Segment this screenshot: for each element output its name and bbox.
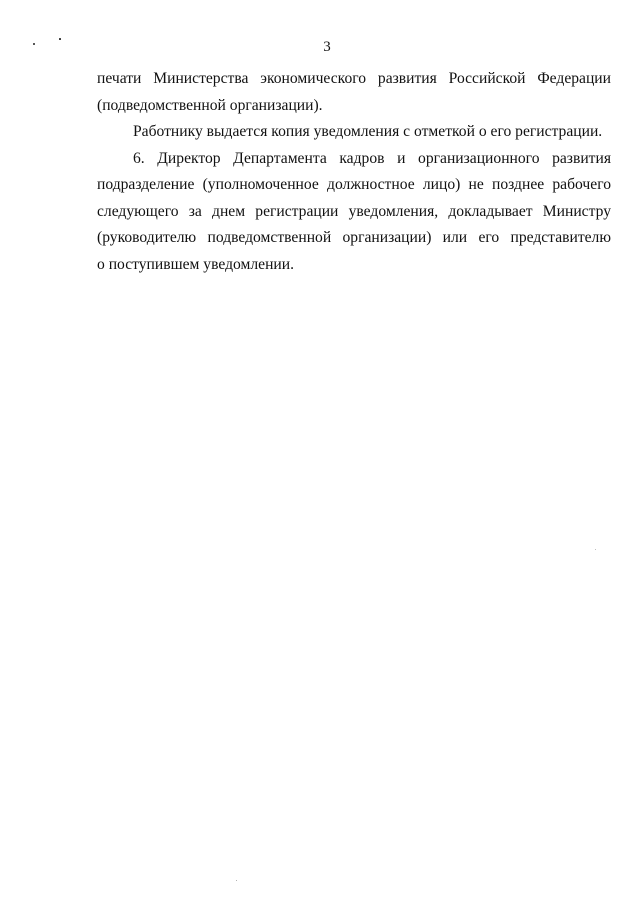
paragraph-line: (руководителю подведомственной организации) или его представителю — [97, 229, 611, 246]
paragraph-line: следующего за днем регистрации уведомления, докладывает Министру — [97, 202, 611, 220]
paragraph-line: подразделение (уполномоченное должностное лицо) не позднее рабочего — [97, 176, 611, 193]
paragraph-line: о поступившем уведомлении. — [97, 255, 295, 273]
scan-speck — [236, 880, 237, 881]
document-body — [97, 66, 611, 278]
paragraph-line: (подведомственной организации). — [97, 96, 323, 114]
paragraph-line: Работнику выдается копия уведомления с отметкой о его регистрации. — [133, 123, 603, 140]
scan-speck — [595, 549, 596, 550]
paragraph-line: печати Министерства экономического развития Российской Федерации — [97, 70, 611, 87]
page-number: 3 — [323, 39, 331, 55]
paragraph-line: 6. Директор Департамента кадров и организационного развития — [133, 149, 611, 167]
